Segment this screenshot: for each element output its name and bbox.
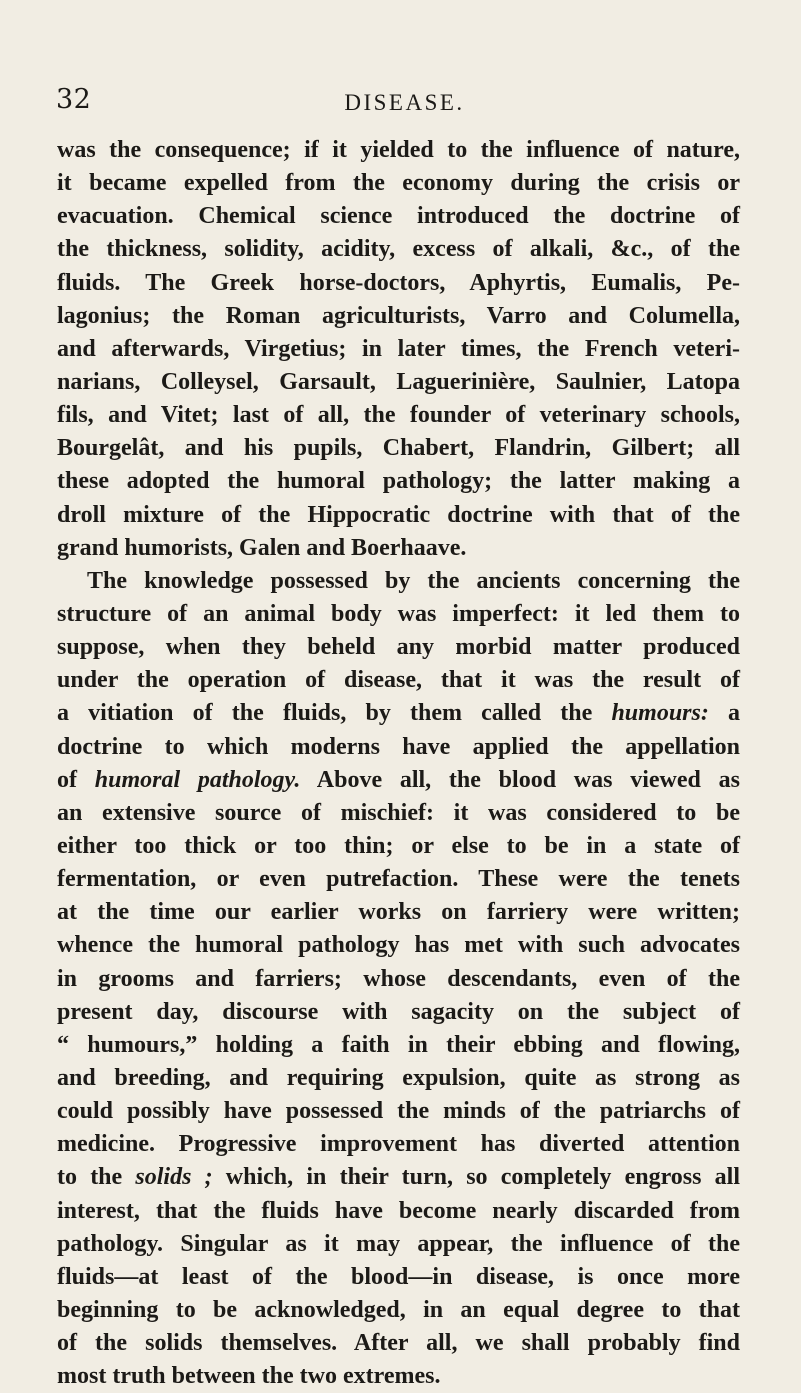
text-line — [57, 764, 740, 797]
text-segment: and breeding, and requiring expulsion, quite as strong as — [57, 1064, 740, 1091]
text-line — [57, 565, 740, 598]
text-line — [57, 1062, 740, 1095]
text-segment: under the operation of disease, that it was the result of — [57, 667, 740, 694]
italic-text: humoral pathology. — [94, 766, 301, 793]
text-segment: which, in their turn, so completely engross all — [212, 1164, 741, 1191]
text-segment: narians, Colleysel, Garsault, Laguerinière, Saulnier, Latopa — [57, 368, 740, 395]
text-line — [57, 399, 740, 432]
text-segment: doctrine to which moderns have applied the appellation — [57, 733, 740, 760]
text-line — [57, 830, 740, 863]
text-segment: fluids. The Greek horse-doctors, Aphyrtis, Eumalis, Pe- — [57, 269, 740, 296]
text-line — [57, 1294, 740, 1327]
text-segment: medicine. Progressive improvement has diverted attention — [57, 1131, 740, 1158]
text-line — [57, 200, 740, 233]
text-line — [57, 631, 740, 664]
text-line — [57, 1228, 740, 1261]
text-line — [57, 1161, 740, 1194]
text-segment: and afterwards, Virgetius; in later times, the French veteri- — [57, 335, 740, 362]
text-line — [57, 664, 740, 697]
text-segment: was the consequence; if it yielded to the influence of nature, — [57, 137, 740, 163]
text-segment: Bourgelât, and his pupils, Chabert, Flandrin, Gilbert; all — [57, 435, 740, 462]
text-line — [57, 1029, 740, 1062]
text-segment: at the time our earlier works on farriery were written; — [57, 899, 740, 926]
text-segment: in grooms and farriers; whose descendants, even of the — [57, 965, 740, 992]
text-segment: whence the humoral pathology has met with such advocates — [57, 932, 740, 959]
text-segment: an extensive source of mischief: it was considered to be — [57, 799, 740, 826]
text-line — [57, 1360, 740, 1393]
body-text — [57, 134, 740, 1393]
text-segment: “ humours,” holding a faith in their ebbing and flowing, — [57, 1031, 740, 1058]
text-line — [57, 1095, 740, 1128]
text-segment: fils, and Vitet; last of all, the founder of veterinary schools, — [57, 402, 740, 429]
text-line — [57, 996, 740, 1029]
running-head: DISEASE. — [344, 90, 465, 115]
text-line — [57, 896, 740, 929]
text-line — [57, 233, 740, 266]
text-segment: Above all, the blood was viewed as — [300, 766, 740, 793]
text-line — [57, 797, 740, 830]
text-segment: present day, discourse with sagacity on the subject of — [57, 998, 740, 1025]
text-segment: lagonius; the Roman agriculturists, Varro and Columella, — [57, 302, 740, 329]
text-line — [57, 333, 740, 366]
text-line — [57, 532, 740, 565]
text-line — [57, 1128, 740, 1161]
text-segment: a — [708, 700, 741, 727]
text-segment: droll mixture of the Hippocratic doctrine with that of the — [57, 501, 740, 528]
text-segment: interest, that the fluids have become nearly discarded from — [57, 1197, 740, 1224]
text-segment: The knowledge possessed by the ancients concerning the — [87, 567, 740, 594]
italic-text: solids ; — [135, 1164, 213, 1191]
text-segment: fermentation, or even putrefaction. These were the tenets — [57, 866, 740, 893]
text-segment: fluids—at least of the blood—in disease, is once more — [57, 1263, 740, 1290]
text-segment: it became expelled from the economy during the crisis or — [57, 170, 740, 197]
text-line — [57, 267, 740, 300]
text-segment: beginning to be acknowledged, in an equal degree to that — [57, 1296, 740, 1323]
text-segment: to the — [57, 1164, 136, 1191]
text-line — [57, 432, 740, 465]
text-line — [57, 963, 740, 996]
text-segment: of — [57, 766, 95, 793]
text-segment: could possibly have possessed the minds of the patriarchs of — [57, 1098, 740, 1125]
text-segment: evacuation. Chemical science introduced the doctrine of — [57, 203, 740, 230]
text-segment: of the solids themselves. After all, we shall probably find — [57, 1330, 740, 1357]
text-line — [57, 731, 740, 764]
text-line — [57, 300, 740, 333]
text-segment: these adopted the humoral pathology; the latter making a — [57, 468, 740, 495]
text-segment: grand humorists, Galen and Boerhaave. — [57, 534, 467, 561]
text-line — [57, 929, 740, 962]
text-line — [57, 1195, 740, 1228]
text-line — [57, 697, 740, 730]
text-segment: suppose, when they beheld any morbid matter produced — [57, 634, 740, 661]
text-line — [57, 465, 740, 498]
page-number: 32 — [56, 84, 92, 115]
text-segment: a vitiation of the fluids, by them called the — [57, 700, 612, 727]
text-segment: the thickness, solidity, acidity, excess of alkali, &c., of the — [57, 236, 740, 263]
text-line — [57, 167, 740, 200]
text-segment: structure of an animal body was imperfect: it led them to — [57, 600, 740, 627]
text-line — [57, 1261, 740, 1294]
text-line — [57, 598, 740, 631]
text-line — [57, 863, 740, 896]
text-segment: either too thick or too thin; or else to be in a state of — [57, 832, 740, 859]
italic-text: humours: — [611, 700, 709, 727]
text-line — [57, 499, 740, 532]
text-line — [57, 1327, 740, 1360]
text-segment: most truth between the two extremes. — [57, 1363, 441, 1390]
text-line — [57, 366, 740, 399]
text-line — [57, 134, 740, 167]
text-segment: pathology. Singular as it may appear, the influence of the — [57, 1230, 740, 1257]
